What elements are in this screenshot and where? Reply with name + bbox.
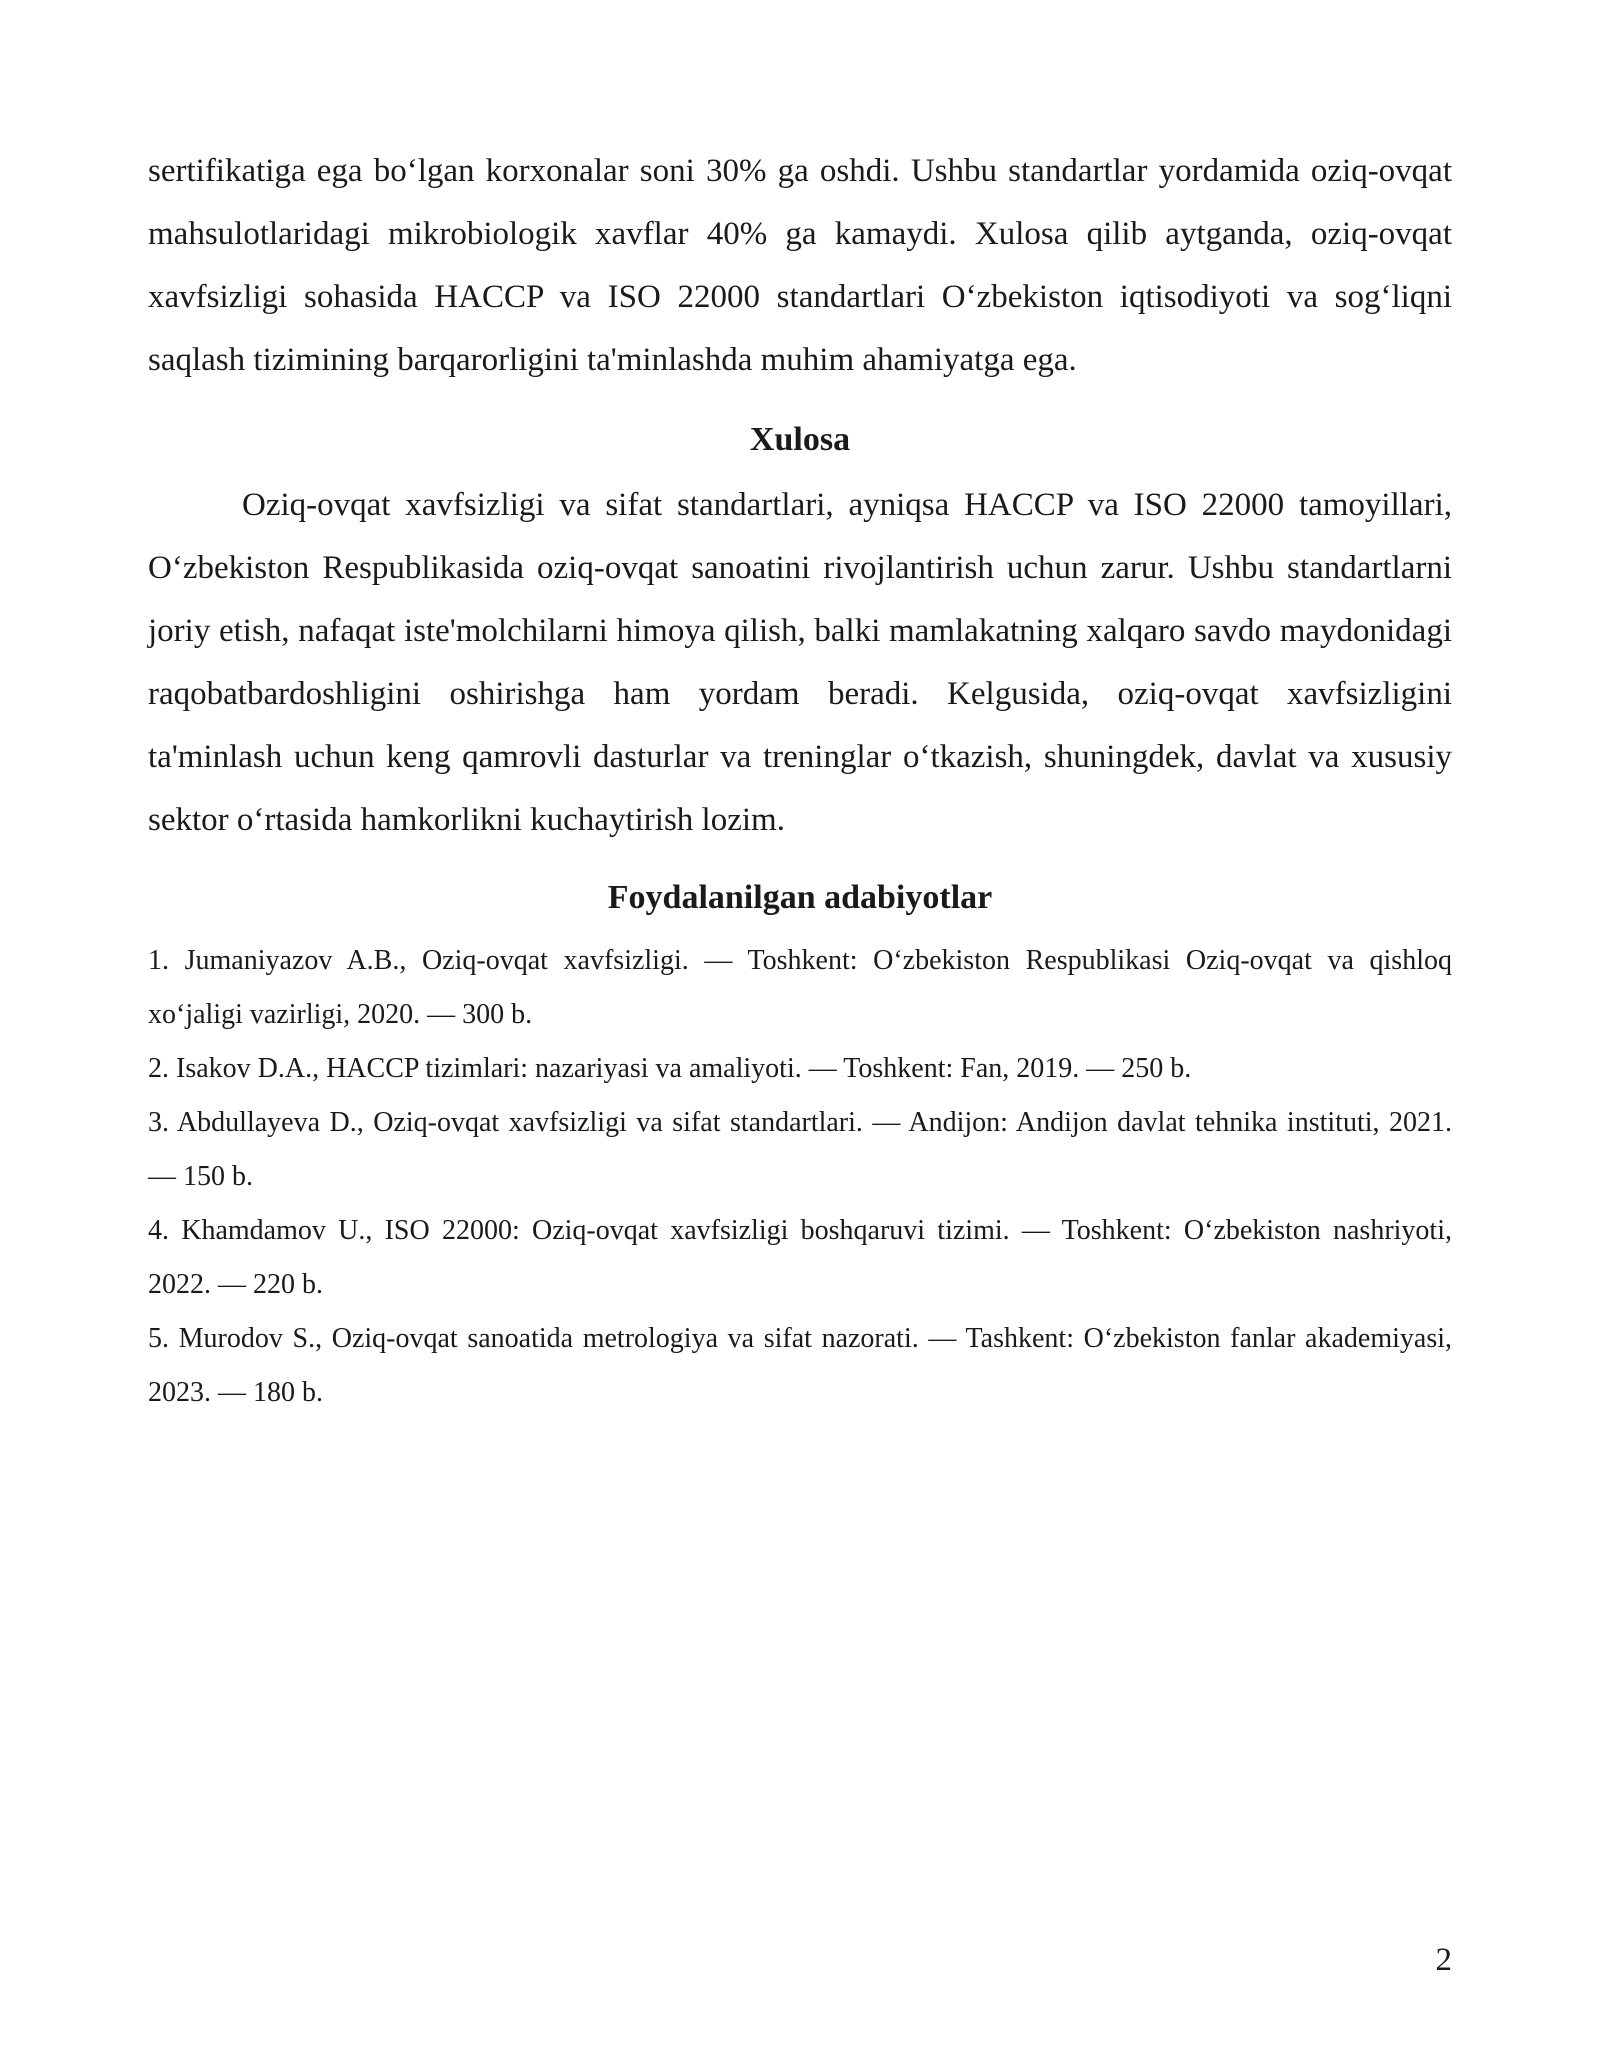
conclusion-heading: Xulosa	[749, 421, 851, 458]
document-page	[148, 140, 1452, 1420]
references-list	[148, 934, 1452, 1420]
references-heading: Foydalanilgan adabiyotlar	[607, 879, 993, 916]
conclusion-paragraph: Oziq-ovqat xavfsizligi va sifat standartlari, ayniqsa HACCP va ISO 22000 tamoyillari, O‘zbekiston Respublikasida oziq-ovqat sanoatini rivojlantirish uchun zarur. Ushbu standartlarni joriy etish, nafaqat iste'molchilarni himoya qilish, balki mamlakatning xalqaro savdo maydonidagi raqobatbardoshligini oshirishga ham yordam beradi. Kelgusida, oziq-ovqat xavfsizligini ta'minlash uchun keng qamrovli dasturlar va treninglar o‘tkazish, shuningdek, davlat va xususiy sektor o‘rtasida hamkorlikni kuchaytirish lozim.	[148, 487, 1452, 838]
reference-item: 5. Murodov S., Oziq-ovqat sanoatida metrologiya va sifat nazorati. — Tashkent: O‘zbekiston fanlar akademiyasi, 2023. — 180 b.	[148, 1323, 1452, 1408]
continuation-paragraph: sertifikatiga ega bo‘lgan korxonalar soni 30% ga oshdi. Ushbu standartlar yordamida oziq-ovqat mahsulotlaridagi mikrobiologik xavflar 40% ga kamaydi. Xulosa qilib aytganda, oziq-ovqat xavfsizligi sohasida HACCP va ISO 22000 standartlari O‘zbekiston iqtisodiyoti va sog‘liqni saqlash tizimining barqarorligini ta'minlashda muhim ahamiyatga ega.	[148, 153, 1452, 378]
page-number: 2	[1435, 1942, 1452, 1978]
reference-item: 4. Khamdamov U., ISO 22000: Oziq-ovqat xavfsizligi boshqaruvi tizimi. — Toshkent: O‘zbekiston nashriyoti, 2022. — 220 b.	[148, 1215, 1452, 1300]
reference-item: 3. Abdullayeva D., Oziq-ovqat xavfsizligi va sifat standartlari. — Andijon: Andijon davlat tehnika instituti, 2021. — 150 b.	[148, 1107, 1452, 1192]
reference-item: 2. Isakov D.A., HACCP tizimlari: nazariyasi va amaliyoti. — Toshkent: Fan, 2019. — 250 b.	[148, 1053, 1192, 1084]
reference-item: 1. Jumaniyazov A.B., Oziq-ovqat xavfsizligi. — Toshkent: O‘zbekiston Respublikasi Oziq-ovqat va qishloq xo‘jaligi vazirligi, 2020. — 300 b.	[148, 945, 1452, 1030]
